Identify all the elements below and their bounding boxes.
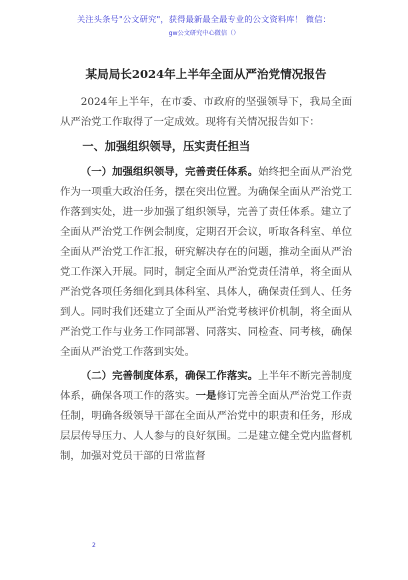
banner-subnotice: gw公文研究中心微信（） (168, 30, 240, 37)
subsection-2-point-2-label: 二是 (237, 430, 259, 442)
subsection-1-paragraph (60, 162, 352, 362)
subsection-2-lead: （二）完善制度体系，确保工作落实。 (80, 370, 259, 382)
subsection-2-point-1-label: 一是 (195, 390, 217, 402)
document-title: 某局局长2024年上半年全面从严治党情况报告 (85, 67, 327, 81)
header-banner (0, 14, 408, 37)
intro-paragraph: 2024年上半年，在市委、市政府的坚强领导下，我局全面从严治党工作取得了一定成效。现将有关情况报告如下： (60, 96, 352, 128)
subsection-2-text-c: 建立健全党内监督机制，加强对党员干部的日常监督 (60, 430, 353, 462)
page-mark: 2 (92, 542, 96, 549)
subsection-1-text: 始终把全面从严治党作为一项重大政治任务，摆在突出位置。为确保全面从严治党工作落到实处，进一步加强了组织领导，完善了责任体系。建立了全面从严治党工作例会制度，定期召开会议，听取各科室、单位全面从严治党工作汇报，研究解决存在的问题，推动全面从严治党工作深入开展。同时，制定全面从严治党责任清单，将全面从严治党各项任务细化到具体科室、具体人，确保责任到人、任务到人。同时我们还建立了全面从严治党考核评价机制，将全面从严治党工作与业务工作同部署、同落实、同检查、同考核，确保全面从严治党工作落到实处。 (60, 166, 353, 358)
subsection-1-lead: （一）加强组织领导，完善责任体系。 (80, 166, 259, 178)
subsection-2-text-a: 上半年不断完善制度体系，确保各项工作的落实。 (60, 370, 353, 402)
banner-notice: 关注头条号"公文研究"，获得最新最全最专业的公文资料库！ 微信： (77, 14, 331, 24)
subsection-2-paragraph (60, 366, 352, 466)
section-heading-1: 一、加强组织领导，压实责任担当 (82, 139, 251, 153)
document-body (60, 66, 352, 466)
subsection-2-text-b: 修订完善全面从严治党工作责任制，明确各级领导干部在全面从严治党中的职责和任务，形成层层传导压力、人人参与的良好氛围。 (60, 390, 353, 442)
